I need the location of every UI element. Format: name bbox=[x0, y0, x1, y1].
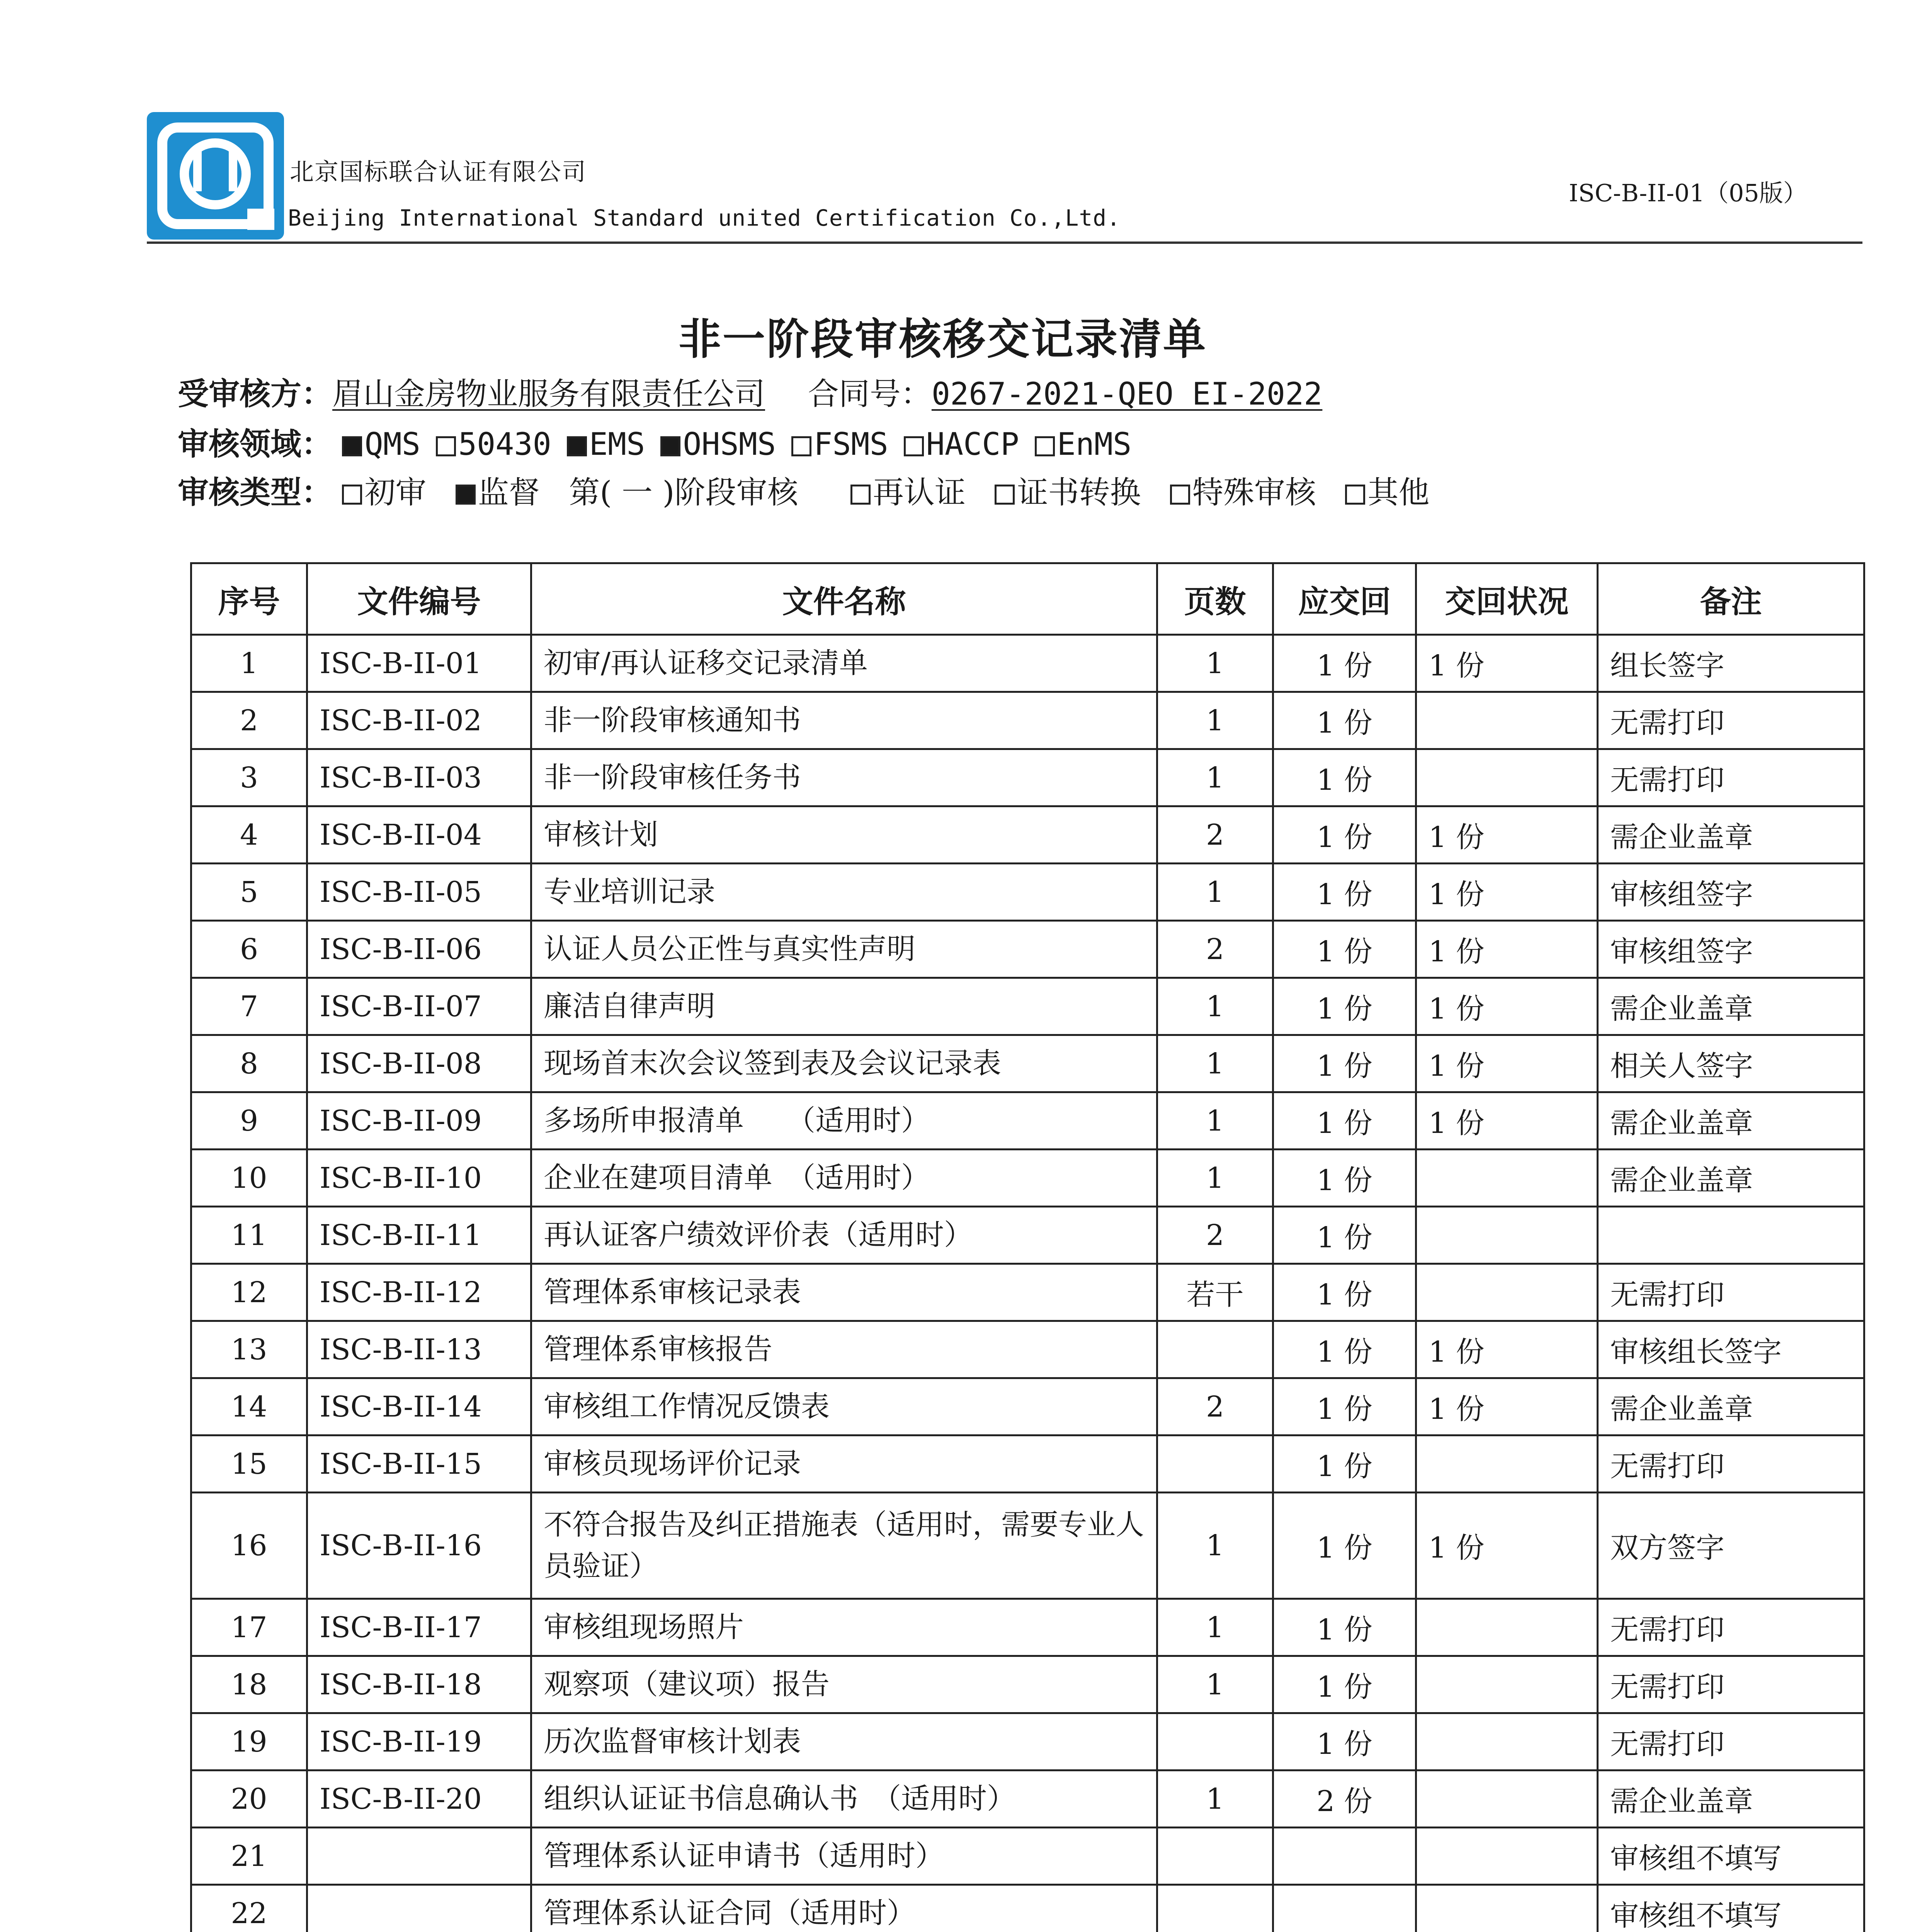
row-no: 1 bbox=[191, 635, 307, 692]
table-row bbox=[191, 635, 1864, 692]
table-row bbox=[191, 1092, 1864, 1150]
checkbox-surveillance[interactable] bbox=[456, 485, 476, 505]
row-name: 管理体系认证合同（适用时） bbox=[531, 1885, 1157, 1932]
row-code: ISC-B-II-13 bbox=[307, 1321, 531, 1378]
domain-option[interactable]: OHSMS bbox=[660, 426, 776, 462]
domain-checkbox[interactable] bbox=[436, 436, 456, 456]
audit-type-line bbox=[178, 468, 1449, 512]
stage-text: 第( 一 )阶段审核 bbox=[569, 474, 798, 510]
row-status bbox=[1416, 1264, 1598, 1321]
row-code: ISC-B-II-19 bbox=[307, 1713, 531, 1770]
row-remark: 无需打印 bbox=[1598, 1656, 1864, 1713]
domain-checkbox[interactable] bbox=[791, 436, 811, 456]
row-remark: 审核组长签字 bbox=[1598, 1321, 1864, 1378]
type-surveillance[interactable]: 监督 bbox=[456, 474, 540, 510]
checkbox-recert[interactable] bbox=[850, 485, 871, 505]
row-remark bbox=[1598, 1207, 1864, 1264]
page-title: 非一阶段审核移交记录清单 bbox=[679, 314, 1207, 364]
row-code: ISC-B-II-10 bbox=[307, 1150, 531, 1207]
row-name: 专业培训记录 bbox=[531, 864, 1157, 921]
row-due: 1 份 bbox=[1273, 864, 1416, 921]
row-code: ISC-B-II-07 bbox=[307, 978, 531, 1035]
row-no: 4 bbox=[191, 806, 307, 864]
row-no: 14 bbox=[191, 1378, 307, 1435]
row-remark: 无需打印 bbox=[1598, 1435, 1864, 1493]
row-pages: 1 bbox=[1157, 978, 1273, 1035]
document-code: ISC-B-II-01（05版） bbox=[1569, 179, 1807, 207]
row-pages: 1 bbox=[1157, 1035, 1273, 1092]
row-status bbox=[1416, 1150, 1598, 1207]
row-status: 1 份 bbox=[1416, 1378, 1598, 1435]
row-code: ISC-B-II-01 bbox=[307, 635, 531, 692]
row-remark: 组长签字 bbox=[1598, 635, 1864, 692]
row-due: 1 份 bbox=[1273, 1599, 1416, 1656]
row-pages: 1 bbox=[1157, 1770, 1273, 1828]
audit-domain-line bbox=[178, 419, 1147, 464]
row-no: 21 bbox=[191, 1828, 307, 1885]
table-row bbox=[191, 1035, 1864, 1092]
row-remark: 双方签字 bbox=[1598, 1493, 1864, 1599]
domain-option[interactable]: HACCP bbox=[904, 426, 1019, 462]
row-no: 17 bbox=[191, 1599, 307, 1656]
table-row bbox=[191, 1207, 1864, 1264]
row-name: 管理体系审核报告 bbox=[531, 1321, 1157, 1378]
checkbox-special[interactable] bbox=[1170, 485, 1190, 505]
type-recert[interactable]: 再认证 bbox=[850, 474, 966, 510]
row-status: 1 份 bbox=[1416, 1035, 1598, 1092]
table-row bbox=[191, 1599, 1864, 1656]
type-initial[interactable]: 初审 bbox=[342, 474, 426, 510]
domain-option[interactable]: EMS bbox=[567, 426, 645, 462]
row-due bbox=[1273, 1885, 1416, 1932]
row-name: 现场首末次会议签到表及会议记录表 bbox=[531, 1035, 1157, 1092]
row-name: 企业在建项目清单 （适用时） bbox=[531, 1150, 1157, 1207]
row-no: 11 bbox=[191, 1207, 307, 1264]
row-due: 1 份 bbox=[1273, 1656, 1416, 1713]
row-remark: 无需打印 bbox=[1598, 1264, 1864, 1321]
row-name: 历次监督审核计划表 bbox=[531, 1713, 1157, 1770]
row-due: 2 份 bbox=[1273, 1770, 1416, 1828]
row-name: 审核计划 bbox=[531, 806, 1157, 864]
row-pages bbox=[1157, 1828, 1273, 1885]
row-due: 1 份 bbox=[1273, 749, 1416, 806]
row-due: 1 份 bbox=[1273, 1435, 1416, 1493]
row-due: 1 份 bbox=[1273, 978, 1416, 1035]
table-row bbox=[191, 806, 1864, 864]
auditee-label: 受审核方： bbox=[178, 376, 332, 412]
audit-domain-label: 审核领域： bbox=[178, 426, 332, 462]
row-no: 2 bbox=[191, 692, 307, 749]
row-pages: 1 bbox=[1157, 1493, 1273, 1599]
row-remark: 需企业盖章 bbox=[1598, 978, 1864, 1035]
row-due: 1 份 bbox=[1273, 806, 1416, 864]
row-remark: 需企业盖章 bbox=[1598, 1770, 1864, 1828]
row-code: ISC-B-II-16 bbox=[307, 1493, 531, 1599]
table-row bbox=[191, 921, 1864, 978]
row-pages: 2 bbox=[1157, 806, 1273, 864]
row-name: 认证人员公正性与真实性声明 bbox=[531, 921, 1157, 978]
row-due bbox=[1273, 1828, 1416, 1885]
domain-checkbox[interactable] bbox=[1035, 436, 1055, 456]
row-remark: 需企业盖章 bbox=[1598, 1378, 1864, 1435]
table-row bbox=[191, 749, 1864, 806]
row-name: 组织认证证书信息确认书 （适用时） bbox=[531, 1770, 1157, 1828]
row-due: 1 份 bbox=[1273, 1035, 1416, 1092]
row-remark: 需企业盖章 bbox=[1598, 1092, 1864, 1150]
row-no: 10 bbox=[191, 1150, 307, 1207]
row-pages bbox=[1157, 1321, 1273, 1378]
domain-checkbox[interactable] bbox=[567, 436, 587, 456]
row-status bbox=[1416, 1713, 1598, 1770]
row-no: 6 bbox=[191, 921, 307, 978]
row-due: 1 份 bbox=[1273, 1092, 1416, 1150]
col-header-remark: 备注 bbox=[1598, 563, 1864, 635]
row-due: 1 份 bbox=[1273, 921, 1416, 978]
table-body bbox=[191, 635, 1864, 1932]
row-name: 廉洁自律声明 bbox=[531, 978, 1157, 1035]
row-due: 1 份 bbox=[1273, 692, 1416, 749]
row-pages bbox=[1157, 1885, 1273, 1932]
domain-option[interactable]: QMS bbox=[342, 426, 420, 462]
row-due: 1 份 bbox=[1273, 1264, 1416, 1321]
col-header-status: 交回状况 bbox=[1416, 563, 1598, 635]
row-status: 1 份 bbox=[1416, 978, 1598, 1035]
table-row bbox=[191, 1493, 1864, 1599]
table-row bbox=[191, 1378, 1864, 1435]
audit-type-label: 审核类型： bbox=[178, 474, 332, 510]
row-name: 管理体系审核记录表 bbox=[531, 1264, 1157, 1321]
row-code: ISC-B-II-04 bbox=[307, 806, 531, 864]
domain-checkbox[interactable] bbox=[660, 436, 680, 456]
auditee-value: 眉山金房物业服务有限责任公司 bbox=[332, 376, 765, 412]
row-status bbox=[1416, 692, 1598, 749]
row-status: 1 份 bbox=[1416, 864, 1598, 921]
row-status bbox=[1416, 1207, 1598, 1264]
row-remark: 审核组不填写 bbox=[1598, 1885, 1864, 1932]
row-code: ISC-B-II-15 bbox=[307, 1435, 531, 1493]
row-no: 18 bbox=[191, 1656, 307, 1713]
handover-table bbox=[190, 562, 1865, 1932]
row-code: ISC-B-II-20 bbox=[307, 1770, 531, 1828]
row-pages: 若干 bbox=[1157, 1264, 1273, 1321]
domain-option[interactable]: FSMS bbox=[791, 426, 888, 462]
row-status: 1 份 bbox=[1416, 806, 1598, 864]
table-row bbox=[191, 1321, 1864, 1378]
header-divider bbox=[147, 242, 1862, 244]
type-special[interactable]: 特殊审核 bbox=[1170, 474, 1316, 510]
row-due: 1 份 bbox=[1273, 1378, 1416, 1435]
row-due: 1 份 bbox=[1273, 1207, 1416, 1264]
row-due: 1 份 bbox=[1273, 1493, 1416, 1599]
table-row bbox=[191, 1264, 1864, 1321]
table-row bbox=[191, 1885, 1864, 1932]
table-row bbox=[191, 1150, 1864, 1207]
row-remark: 审核组签字 bbox=[1598, 864, 1864, 921]
row-code: ISC-B-II-12 bbox=[307, 1264, 531, 1321]
row-pages: 1 bbox=[1157, 864, 1273, 921]
row-due: 1 份 bbox=[1273, 1321, 1416, 1378]
domain-checkbox[interactable] bbox=[904, 436, 924, 456]
row-no: 7 bbox=[191, 978, 307, 1035]
row-status: 1 份 bbox=[1416, 1493, 1598, 1599]
row-status: 1 份 bbox=[1416, 635, 1598, 692]
row-no: 13 bbox=[191, 1321, 307, 1378]
row-name: 审核组工作情况反馈表 bbox=[531, 1378, 1157, 1435]
row-code: ISC-B-II-06 bbox=[307, 921, 531, 978]
row-pages: 1 bbox=[1157, 1599, 1273, 1656]
row-code bbox=[307, 1828, 531, 1885]
contract-label: 合同号： bbox=[808, 376, 932, 412]
row-no: 9 bbox=[191, 1092, 307, 1150]
checkbox-initial[interactable] bbox=[342, 485, 362, 505]
row-status bbox=[1416, 749, 1598, 806]
checkbox-transfer[interactable] bbox=[995, 485, 1015, 505]
row-pages: 1 bbox=[1157, 1092, 1273, 1150]
row-no: 20 bbox=[191, 1770, 307, 1828]
row-name: 审核组现场照片 bbox=[531, 1599, 1157, 1656]
row-pages: 2 bbox=[1157, 1378, 1273, 1435]
table-row bbox=[191, 1713, 1864, 1770]
table-row bbox=[191, 692, 1864, 749]
row-remark: 无需打印 bbox=[1598, 692, 1864, 749]
row-name: 非一阶段审核通知书 bbox=[531, 692, 1157, 749]
row-code: ISC-B-II-05 bbox=[307, 864, 531, 921]
row-name: 不符合报告及纠正措施表（适用时，需要专业人员验证） bbox=[531, 1493, 1157, 1599]
table-row bbox=[191, 864, 1864, 921]
table-row bbox=[191, 1435, 1864, 1493]
row-code: ISC-B-II-17 bbox=[307, 1599, 531, 1656]
domain-option[interactable]: 50430 bbox=[436, 426, 551, 462]
row-no: 15 bbox=[191, 1435, 307, 1493]
row-status bbox=[1416, 1770, 1598, 1828]
row-remark: 审核组签字 bbox=[1598, 921, 1864, 978]
table-row bbox=[191, 1828, 1864, 1885]
row-code: ISC-B-II-08 bbox=[307, 1035, 531, 1092]
row-code: ISC-B-II-03 bbox=[307, 749, 531, 806]
row-code: ISC-B-II-11 bbox=[307, 1207, 531, 1264]
table-row bbox=[191, 1770, 1864, 1828]
row-pages: 2 bbox=[1157, 921, 1273, 978]
type-other[interactable]: 其他 bbox=[1345, 474, 1429, 510]
row-remark: 需企业盖章 bbox=[1598, 1150, 1864, 1207]
row-code: ISC-B-II-18 bbox=[307, 1656, 531, 1713]
row-due: 1 份 bbox=[1273, 1150, 1416, 1207]
row-status bbox=[1416, 1599, 1598, 1656]
row-due: 1 份 bbox=[1273, 1713, 1416, 1770]
row-no: 16 bbox=[191, 1493, 307, 1599]
audit-domain-options bbox=[342, 426, 1147, 462]
row-name: 观察项（建议项）报告 bbox=[531, 1656, 1157, 1713]
row-name: 审核员现场评价记录 bbox=[531, 1435, 1157, 1493]
row-no: 3 bbox=[191, 749, 307, 806]
row-name: 管理体系认证申请书（适用时） bbox=[531, 1828, 1157, 1885]
row-remark: 无需打印 bbox=[1598, 1599, 1864, 1656]
domain-option[interactable]: EnMS bbox=[1035, 426, 1132, 462]
row-code: ISC-B-II-09 bbox=[307, 1092, 531, 1150]
row-remark: 相关人签字 bbox=[1598, 1035, 1864, 1092]
row-pages: 2 bbox=[1157, 1207, 1273, 1264]
row-no: 5 bbox=[191, 864, 307, 921]
company-name-cn: 北京国标联合认证有限公司 bbox=[290, 158, 587, 186]
row-no: 8 bbox=[191, 1035, 307, 1092]
checkbox-other[interactable] bbox=[1345, 485, 1365, 505]
row-code: ISC-B-II-02 bbox=[307, 692, 531, 749]
row-name: 再认证客户绩效评价表（适用时） bbox=[531, 1207, 1157, 1264]
row-pages bbox=[1157, 1713, 1273, 1770]
row-remark: 无需打印 bbox=[1598, 749, 1864, 806]
row-pages: 1 bbox=[1157, 1150, 1273, 1207]
row-remark: 审核组不填写 bbox=[1598, 1828, 1864, 1885]
row-status bbox=[1416, 1885, 1598, 1932]
row-remark: 需企业盖章 bbox=[1598, 806, 1864, 864]
row-status bbox=[1416, 1828, 1598, 1885]
col-header-code: 文件编号 bbox=[307, 563, 531, 635]
row-pages bbox=[1157, 1435, 1273, 1493]
row-no: 12 bbox=[191, 1264, 307, 1321]
bisc-logo-icon bbox=[147, 112, 284, 240]
row-pages: 1 bbox=[1157, 749, 1273, 806]
row-code: ISC-B-II-14 bbox=[307, 1378, 531, 1435]
row-name: 多场所申报清单 （适用时） bbox=[531, 1092, 1157, 1150]
row-pages: 1 bbox=[1157, 692, 1273, 749]
domain-checkbox[interactable] bbox=[342, 436, 362, 456]
row-due: 1 份 bbox=[1273, 635, 1416, 692]
row-name: 非一阶段审核任务书 bbox=[531, 749, 1157, 806]
company-name-en: Beijing International Standard united Certification Co.,Ltd. bbox=[288, 205, 1121, 231]
row-no: 22 bbox=[191, 1885, 307, 1932]
row-remark: 无需打印 bbox=[1598, 1713, 1864, 1770]
col-header-due: 应交回 bbox=[1273, 563, 1416, 635]
table-header-row bbox=[191, 563, 1864, 635]
type-transfer[interactable]: 证书转换 bbox=[995, 474, 1141, 510]
col-header-name: 文件名称 bbox=[531, 563, 1157, 635]
col-header-no: 序号 bbox=[191, 563, 307, 635]
table-row bbox=[191, 1656, 1864, 1713]
row-status bbox=[1416, 1435, 1598, 1493]
row-status: 1 份 bbox=[1416, 1321, 1598, 1378]
auditee-line bbox=[178, 369, 1322, 413]
row-name: 初审/再认证移交记录清单 bbox=[531, 635, 1157, 692]
table-row bbox=[191, 978, 1864, 1035]
contract-value: 0267-2021-QEO EI-2022 bbox=[931, 376, 1323, 412]
row-no: 19 bbox=[191, 1713, 307, 1770]
row-status: 1 份 bbox=[1416, 1092, 1598, 1150]
row-pages: 1 bbox=[1157, 1656, 1273, 1713]
row-code bbox=[307, 1885, 531, 1932]
col-header-pages: 页数 bbox=[1157, 563, 1273, 635]
row-status bbox=[1416, 1656, 1598, 1713]
row-status: 1 份 bbox=[1416, 921, 1598, 978]
row-pages: 1 bbox=[1157, 635, 1273, 692]
